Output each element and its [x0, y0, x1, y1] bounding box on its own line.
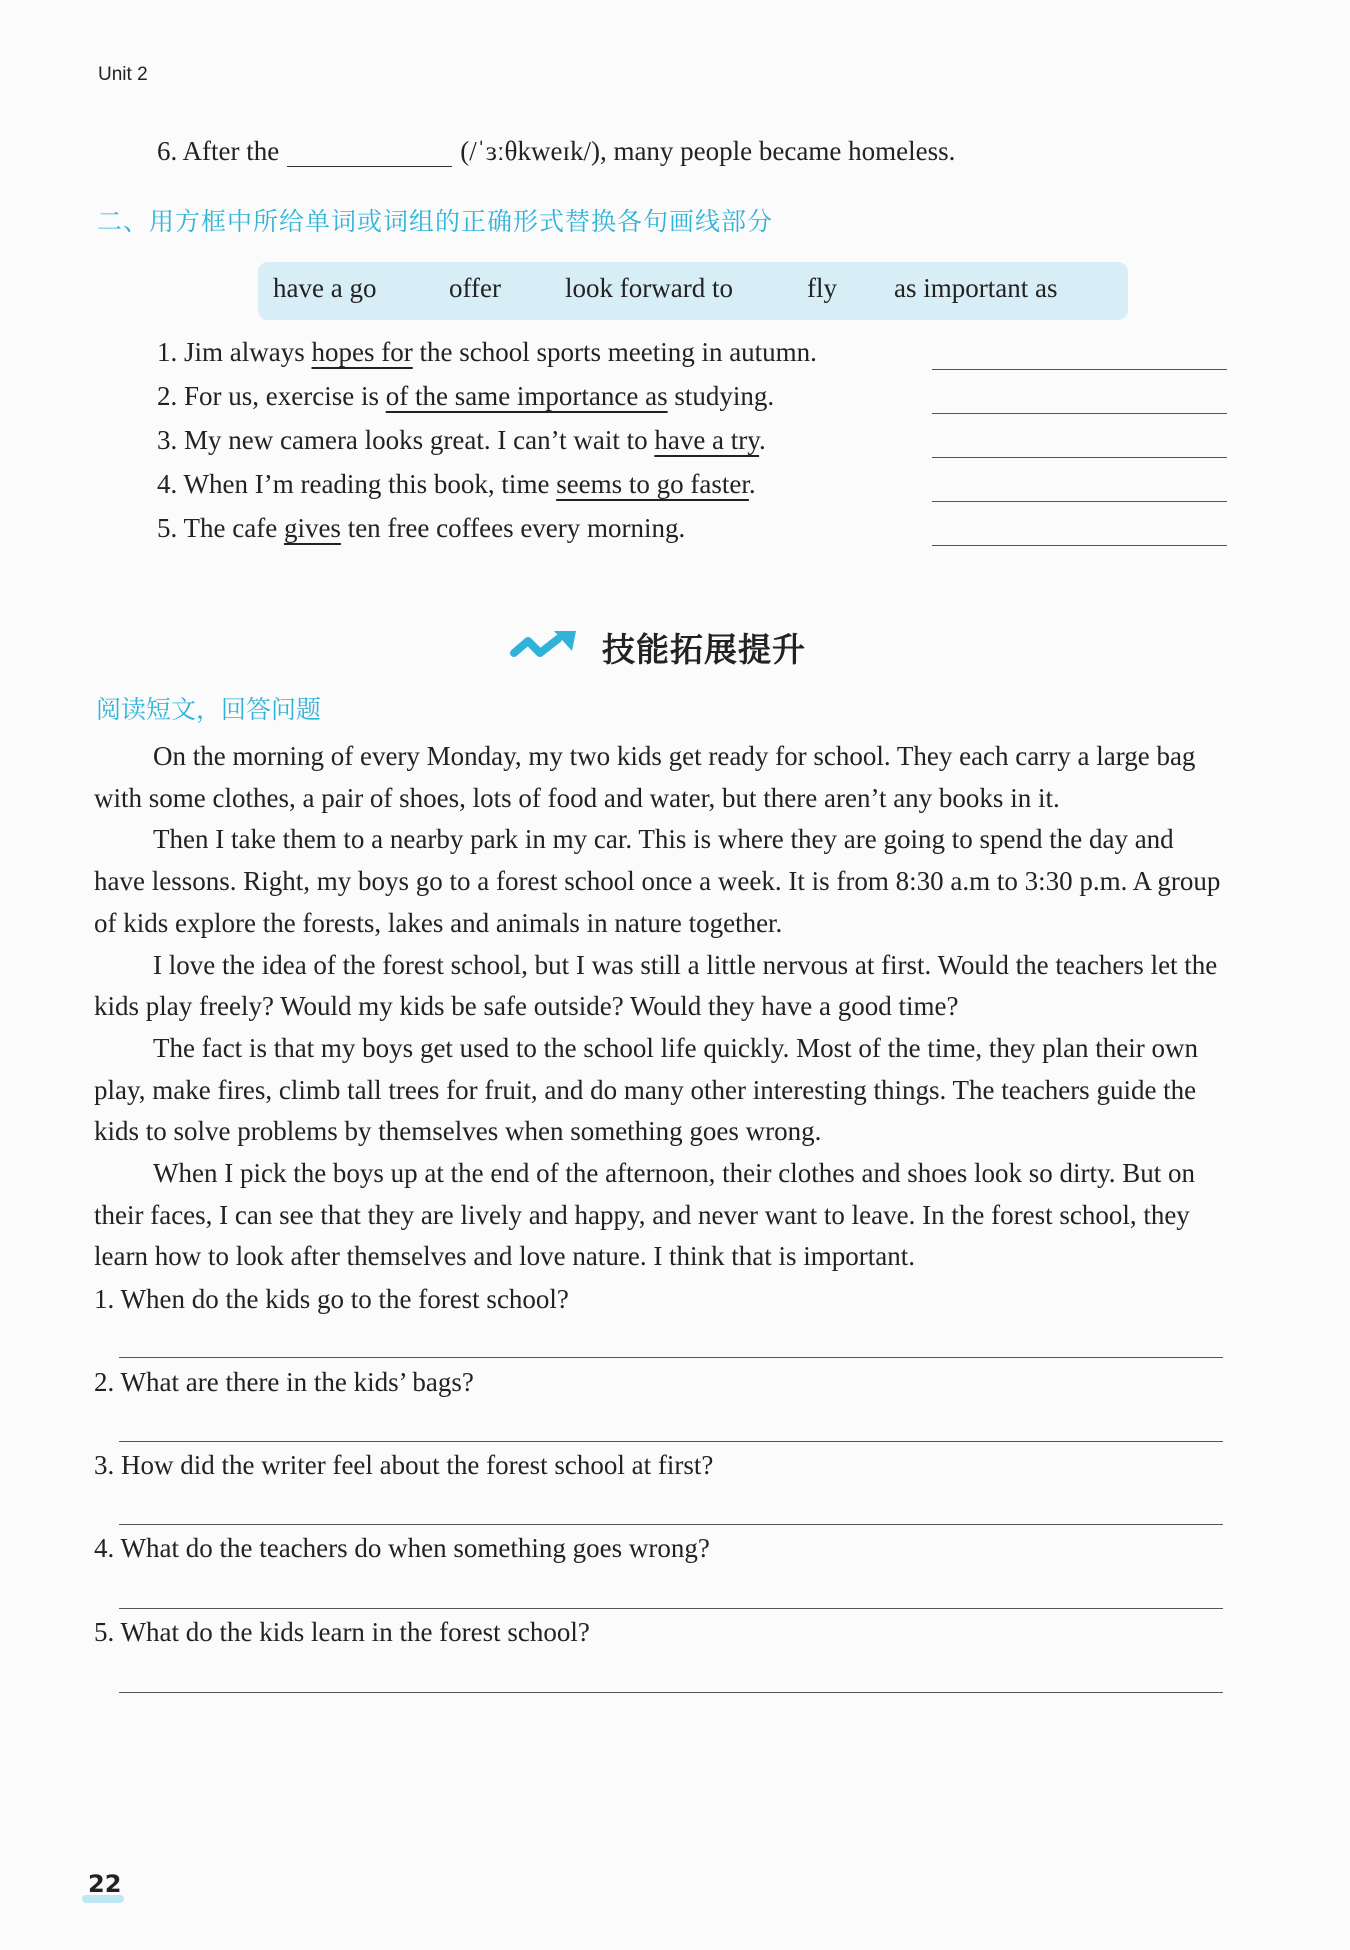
reading-question: 4. What do the teachers do when something goes wrong?	[94, 1533, 710, 1563]
passage-paragraph: I love the idea of the forest school, but I was still a little nervous at first. Would the teachers let the kids play freely? Would my kids be safe outside? Would they have a good time?	[94, 949, 1218, 1022]
passage-paragraph: Then I take them to a nearby park in my car. This is where they are going to spend the day and have lessons. Right, my boys go to a forest school once a week. It is from 8:30 a.m to 3:30 p.m. A group of kids explore the forests, lakes and animals in nature together.	[94, 824, 1221, 938]
answer-line[interactable]	[932, 457, 1227, 458]
question-6-suffix: (/ˈɜːθkweɪk/), many people became homeless.	[460, 136, 956, 166]
exercise-item: 1. Jim always hopes for the school sports meeting in autumn.	[157, 337, 817, 367]
word-option: fly	[807, 273, 837, 303]
underlined-phrase: seems to go faster	[556, 469, 749, 499]
word-box	[258, 262, 1128, 320]
page-number: 22	[88, 1870, 122, 1898]
reading-question: 5. What do the kids learn in the forest school?	[94, 1617, 590, 1647]
section-2-heading: 二、用方框中所给单词或词组的正确形式替换各句画线部分	[97, 207, 774, 236]
question-6-prefix: 6. After the	[157, 136, 280, 166]
trend-arrow-icon	[510, 629, 582, 665]
fill-blank[interactable]	[287, 136, 452, 167]
answer-line[interactable]	[932, 413, 1227, 414]
passage-paragraph: On the morning of every Monday, my two kids get ready for school. They each carry a large bag with some clothes, a pair of shoes, lots of food and water, but there aren’t any books in it.	[94, 741, 1196, 813]
question-6	[157, 136, 955, 167]
answer-line[interactable]	[119, 1692, 1223, 1693]
exercise-item: 2. For us, exercise is of the same importance as studying.	[157, 381, 775, 411]
word-option: look forward to	[565, 273, 733, 303]
underlined-phrase: hopes for	[311, 337, 413, 367]
unit-label: Unit 2	[98, 64, 148, 85]
reading-passage	[94, 736, 1224, 1278]
reading-question: 2. What are there in the kids’ bags?	[94, 1367, 474, 1397]
answer-line[interactable]	[932, 501, 1227, 502]
underlined-phrase: have a try	[654, 425, 760, 455]
underlined-phrase: of the same importance as	[385, 381, 668, 411]
underlined-phrase: gives	[283, 513, 341, 543]
skills-title-text: 技能拓展提升	[602, 629, 806, 669]
answer-line[interactable]	[119, 1441, 1223, 1442]
exercise-item: 4. When I’m reading this book, time seems to go faster.	[157, 469, 756, 499]
word-option: offer	[449, 273, 501, 303]
word-option: as important as	[894, 273, 1058, 303]
exercise-item: 5. The cafe gives ten free coffees every morning.	[157, 513, 686, 543]
answer-line[interactable]	[119, 1608, 1223, 1609]
answer-line[interactable]	[119, 1357, 1223, 1358]
skills-section-title	[510, 622, 806, 672]
passage-paragraph: The fact is that my boys get used to the school life quickly. Most of the time, they plan their own play, make fires, climb tall trees for fruit, and do many other interesting things. The teachers guide the kids to solve problems by themselves when something goes wrong.	[94, 1032, 1199, 1147]
answer-line[interactable]	[119, 1524, 1223, 1525]
answer-line[interactable]	[932, 369, 1227, 370]
reading-question: 1. When do the kids go to the forest school?	[94, 1284, 569, 1314]
word-option: have a go	[273, 273, 377, 303]
passage-paragraph: When I pick the boys up at the end of the afternoon, their clothes and shoes look so dirty. But on their faces, I can see that they are lively and happy, and never want to leave. In the forest school, they learn how to look after themselves and love nature. I think that is important.	[94, 1158, 1196, 1272]
answer-line[interactable]	[932, 545, 1227, 546]
reading-heading: 阅读短文，回答问题	[96, 695, 322, 724]
reading-question: 3. How did the writer feel about the forest school at first?	[94, 1450, 714, 1480]
exercise-item: 3. My new camera looks great. I can’t wait to have a try.	[157, 425, 766, 455]
